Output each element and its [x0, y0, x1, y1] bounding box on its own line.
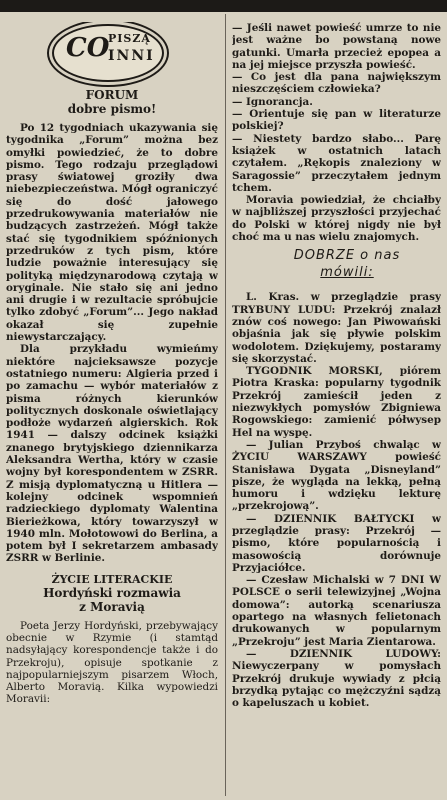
- moravia-line-5: — Niestety bardzo słabo... Parę książek w ostatnich latach czytałem. „Rękopis znaleziony w Saragossie” przeczytałem jednym tchem.: [232, 132, 441, 194]
- heading-line-1: DOBRZE o nas: [293, 248, 401, 264]
- item-trybuny-ludu: L. Kras. w przeglądzie prasy TRYBUNY LUDU: Przekrój znalazł znów coś nowego: Jan Piwowański objaśnia jak się pływie polskim wodolotem. Dziękujemy, postaramy się skorzystać.: [232, 291, 441, 365]
- dobrze-o-nas-heading: [272, 247, 422, 281]
- forum-paragraph-2: Dla przykładu wymieńmy niektóre najcieksawsze pozycje ostatniego numeru: Algieria przed i po zamachu — wybór materiałów z pisma różnych kierunków politycznych doskonale oświetlający podłoże wydarzeń algierskich. Rok 1941 — dalszy odcinek książki znanego brytyjskiego dziennikarza Aleksandra Wertha, który w czasie wojny był korespondentem w ZSRR. Z misją dyplomatyczną u Hitlera — kolejny odcinek wspomnień radzieckiego dyplomaty Walentina Bierieżkowa, który towarzyszył w 1940 mln. Mołotowowi do Berlina, a potem był I sekretarzem ambasady ZSRR w Berlinie.: [6, 343, 218, 565]
- co-pisza-inni-logo: [52, 24, 164, 82]
- moravia-line-1: — Jeśli nawet powieść umrze to nie jest ważne bo powstaną nowe gatunki. Umarła przecież epopea a na jej miejsce przyszła powieść.: [232, 22, 441, 71]
- forum-title: FORUM: [85, 88, 139, 102]
- logo-pisza: PISZĄ: [108, 32, 151, 45]
- logo-inni: INNI: [108, 48, 155, 64]
- forum-subtitle: dobre pismo!: [67, 102, 157, 116]
- section-logo: [6, 22, 218, 88]
- moravia-line-2: — Co jest dla pana największym nieszczęściem człowieka?: [232, 71, 441, 96]
- item-dziennik-baltycki: — DZIENNIK BAŁTYCKI w przeglądzie prasy: Przekrój — pismo, które popularnością i masowością dorównuje Przyjaciółce.: [232, 512, 441, 574]
- zycie-paragraph: Poeta Jerzy Hordyński, przebywający obecnie w Rzymie (i stamtąd nadsyłający korespondencje także i do Przekroju), opisuje spotkanie z najpopularniejszym pisarzem Włoch, Alberto Moravią. Kilka wypowiedzi Moravii:: [6, 619, 218, 706]
- moravia-line-3: — Ignorancja.: [232, 95, 313, 108]
- logo-co: CO: [66, 33, 110, 63]
- right-column: [232, 22, 441, 796]
- heading-line-2: mówili:: [320, 265, 374, 281]
- zycie-subtitle-2: z Moravią: [79, 599, 145, 614]
- item-dziennik-ludowy: — DZIENNIK LUDOWY: Niewyczerpany w pomysłach Przekrój drukuje wywiady z płcią brzydką pytając co mężczyźni sądzą o kapeluszach u kobiet.: [232, 647, 441, 710]
- top-black-bar: [0, 0, 447, 12]
- item-7-dni-w-polsce: — Czesław Michalski w 7 DNI W POLSCE o serii telewizyjnej „Wojna domowa”: autorką scenariusza opartego na własnych felietonach drukowanych w popularnym „Przekroju” jest Maria Zientarowa.: [232, 574, 441, 648]
- forum-paragraph-1: Po 12 tygodniach ukazywania się tygodnika „Forum” można bez omyłki powiedzieć, że to dobre pismo. Tego rodzaju przeglądowi prasy światowej groziły dwa niebezpieczeństwa. Mógł ograniczyć się do dość jałowego przedrukowywania materiałów nie budzących zastrzeżeń. Mógł także stać się tygodnikiem spóźnionych przedruków z tych pism, które ludzie poważnie interesujący się polityką międzynarodową czytają w oryginale. Nie stało się ani jedno ani drugie i w rezultacie spróbujcie tylko zdobyć „Forum”... Jego nakład okazał się zupełnie niewystarczający.: [6, 122, 218, 344]
- moravia-line-4: — Orientuje się pan w literaturze polskiej?: [232, 108, 441, 133]
- item-tygodnik-morski: TYGODNIK MORSKI, piórem Piotra Kraska: popularny tygodnik Przekrój zamieścił jeden z niezwykłych pomysłów Zbigniewa Rogowskiego: zamienić półwysep Hel na wyspę.: [232, 365, 441, 439]
- left-column: [6, 22, 218, 796]
- zycie-subtitle-1: Hordyński rozmawia: [43, 585, 181, 600]
- item-zycie-warszawy: — Julian Przyboś chwaląc w ŻYCIU WARSZAWY powieść Stanisława Dygata „Disneyland” pisze, że wygląda na lekką, pełną humoru i wdzięku lekturę „przekrojową”.: [232, 438, 441, 513]
- zycie-title: ŻYCIE LITERACKIE: [51, 572, 173, 586]
- column-divider: [225, 14, 226, 796]
- moravia-line-6: Moravia powiedział, że chciałby w najbliższej przyszłości przyjechać do Polski w której nigdy nie był choć ma u nas wielu znajomych.: [232, 194, 441, 244]
